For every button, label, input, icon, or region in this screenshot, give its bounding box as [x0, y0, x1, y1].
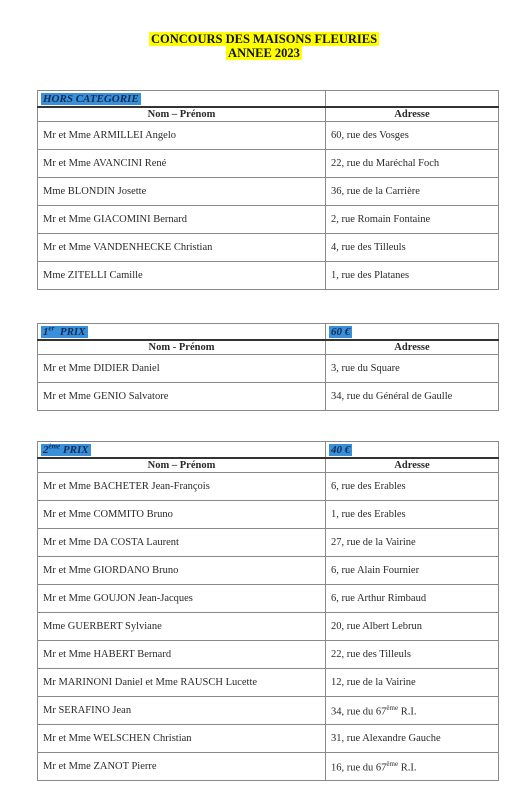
- entry-address: 36, rue de la Carrière: [326, 178, 499, 206]
- entry-address: 12, rue de la Vairine: [326, 669, 499, 697]
- column-header-name: Nom – Prénom: [38, 458, 326, 473]
- entry-address: 6, rue Arthur Rimbaud: [326, 585, 499, 613]
- section-amount-cell: [326, 442, 499, 459]
- section-label-cell: [38, 324, 326, 341]
- entry-address: 6, rue Alain Fournier: [326, 557, 499, 585]
- column-header-address: Adresse: [326, 340, 499, 355]
- table-row: [38, 585, 499, 613]
- entry-address: 60, rue des Vosges: [326, 122, 499, 150]
- column-header-address: Adresse: [326, 107, 499, 122]
- section-amount-cell: [326, 324, 499, 341]
- section-label-cell: [38, 91, 326, 108]
- address-part: R.I.: [398, 762, 417, 774]
- table-row: [38, 641, 499, 669]
- section-first-prize: [37, 323, 499, 411]
- document-title: [0, 32, 528, 46]
- table-row: [38, 529, 499, 557]
- entry-name: Mr et Mme GENIO Salvatore: [38, 383, 326, 411]
- title-line-2: ANNEE 2023: [228, 46, 300, 60]
- address-part: 34, rue du 67: [331, 706, 387, 718]
- entry-name: Mr et Mme ZANOT Pierre: [38, 753, 326, 781]
- section-amount-cell: [326, 91, 499, 108]
- section-label: [41, 326, 88, 338]
- section-second-prize: [37, 441, 499, 781]
- entry-name: Mr et Mme HABERT Bernard: [38, 641, 326, 669]
- entry-name: Mme GUERBERT Sylviane: [38, 613, 326, 641]
- entry-address: 20, rue Albert Lebrun: [326, 613, 499, 641]
- section-label: [41, 444, 91, 456]
- address-superscript: ème: [386, 703, 399, 712]
- section-amount: 40 €: [331, 443, 351, 456]
- entry-name: Mr et Mme GIACOMINI Bernard: [38, 206, 326, 234]
- document-subtitle: [0, 46, 528, 60]
- label-number: 2: [43, 444, 49, 457]
- entry-name: Mr SERAFINO Jean: [38, 697, 326, 725]
- entry-name: Mme ZITELLI Camille: [38, 262, 326, 290]
- column-header-name: Nom - Prénom: [38, 340, 326, 355]
- entry-address: [326, 753, 499, 781]
- column-header-address: Adresse: [326, 458, 499, 473]
- entry-address: 4, rue des Tilleuls: [326, 234, 499, 262]
- entry-address: 2, rue Romain Fontaine: [326, 206, 499, 234]
- entry-name: Mr et Mme GIORDANO Bruno: [38, 557, 326, 585]
- column-header-name: Nom – Prénom: [38, 107, 326, 122]
- entry-address: 1, rue des Erables: [326, 501, 499, 529]
- table-row: [38, 725, 499, 753]
- entry-name: Mr MARINONI Daniel et Mme RAUSCH Lucette: [38, 669, 326, 697]
- table-row: [38, 383, 499, 411]
- address-part: 16, rue du 67: [331, 762, 387, 774]
- entry-address: 22, rue du Maréchal Foch: [326, 150, 499, 178]
- section-label-cell: [38, 442, 326, 459]
- address-part: R.I.: [398, 706, 417, 718]
- entry-address: 22, rue des Tilleuls: [326, 641, 499, 669]
- table-row: [38, 669, 499, 697]
- table-row: [38, 178, 499, 206]
- table-row: [38, 234, 499, 262]
- entry-address: 6, rue des Erables: [326, 473, 499, 501]
- entry-address: 1, rue des Platanes: [326, 262, 499, 290]
- label-text: PRIX: [60, 444, 89, 457]
- entry-name: Mr et Mme BACHETER Jean-François: [38, 473, 326, 501]
- table-row: [38, 753, 499, 781]
- entry-name: Mr et Mme VANDENHECKE Christian: [38, 234, 326, 262]
- entry-address: 31, rue Alexandre Gauche: [326, 725, 499, 753]
- table-row: [38, 206, 499, 234]
- table-row: [38, 613, 499, 641]
- entry-address: 3, rue du Square: [326, 355, 499, 383]
- entry-name: Mr et Mme GOUJON Jean-Jacques: [38, 585, 326, 613]
- entry-address: [326, 697, 499, 725]
- entry-name: Mr et Mme ARMILLEI Angelo: [38, 122, 326, 150]
- entry-name: Mr et Mme DIDIER Daniel: [38, 355, 326, 383]
- table-row: [38, 122, 499, 150]
- title-line-1: CONCOURS DES MAISONS FLEURIES: [150, 32, 378, 46]
- entry-name: Mr et Mme COMMITO Bruno: [38, 501, 326, 529]
- table-row: [38, 262, 499, 290]
- table-row: [38, 697, 499, 725]
- entry-name: Mr et Mme DA COSTA Laurent: [38, 529, 326, 557]
- entry-address: 27, rue de la Vairine: [326, 529, 499, 557]
- table-row: [38, 355, 499, 383]
- table-row: [38, 473, 499, 501]
- entry-name: Mr et Mme AVANCINI René: [38, 150, 326, 178]
- label-text: PRIX: [54, 326, 86, 339]
- address-superscript: ème: [386, 759, 399, 768]
- section-label: HORS CATEGORIE: [43, 92, 139, 105]
- entry-address: 34, rue du Général de Gaulle: [326, 383, 499, 411]
- table-row: [38, 150, 499, 178]
- table-row: [38, 557, 499, 585]
- table-row: [38, 501, 499, 529]
- section-amount: 60 €: [331, 325, 351, 338]
- label-number: 1: [43, 326, 49, 339]
- entry-name: Mme BLONDIN Josette: [38, 178, 326, 206]
- label-superscript: ème: [48, 442, 61, 451]
- label-superscript: er: [48, 324, 55, 333]
- entry-name: Mr et Mme WELSCHEN Christian: [38, 725, 326, 753]
- section-hors-categorie: [37, 90, 499, 290]
